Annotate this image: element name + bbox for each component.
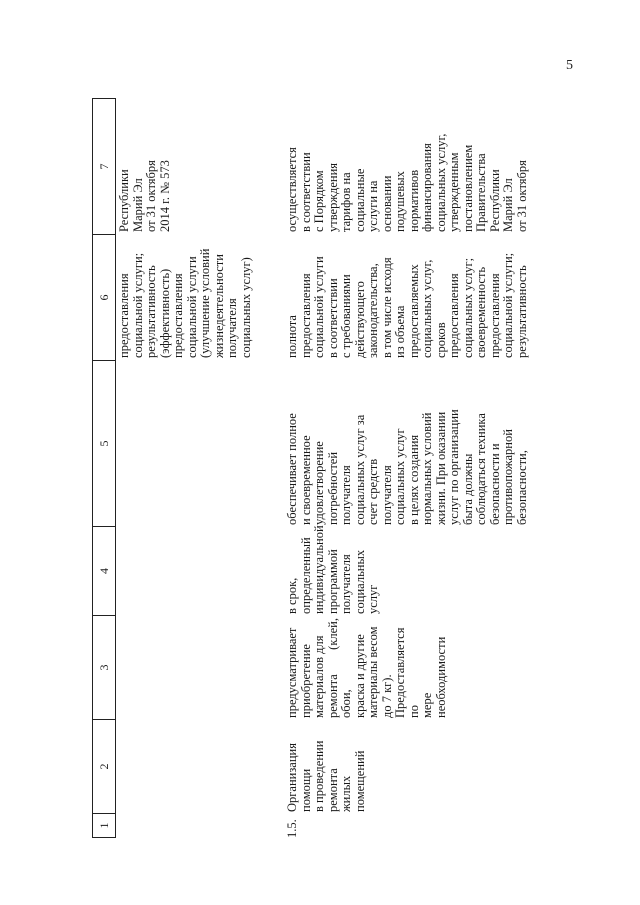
table-header-row bbox=[92, 98, 116, 838]
header-col-7: 7 bbox=[93, 98, 115, 235]
prev-row-col7: Республики Марий Эл от 31 октября 2014 г. № 573 bbox=[117, 160, 172, 232]
header-col-6: 6 bbox=[93, 235, 115, 361]
header-col-1: 1 bbox=[93, 814, 115, 838]
service-term: в срок, определенный индивидуальной программой получателя социальных услуг bbox=[285, 525, 380, 614]
service-name: Организация помощи в проведении ремонта жилых помещений bbox=[285, 740, 367, 812]
header-col-3: 3 bbox=[93, 616, 115, 720]
header-col-5: 5 bbox=[93, 361, 115, 527]
service-standard: обеспечивает полное и своевременное удовлетворение потребностей получателя социальных услуг за счет средств получателя социальных услуг в целях создания нормальных условий жизни. При оказании услуг по организации быта должны соблюдаться техника безопасности и противопожарной безопасности, bbox=[285, 409, 529, 525]
header-col-4: 4 bbox=[93, 527, 115, 616]
header-col-2: 2 bbox=[93, 720, 115, 814]
tariff-conditions: осуществляется в соответствии с Порядком утверждения тарифов на социальные услуги на основании подушевых нормативов финансирования социальных услуг, утвержденным постановлением Правительства Республики Марий Эл от 31 октября bbox=[285, 133, 529, 232]
row-number: 1.5. bbox=[285, 819, 299, 838]
prev-row-col6: предоставления социальной услуги; результативность (эффективность) предоставления социальной услуги (улучшение условий жизнедеятельности получателя социальных услуг) bbox=[117, 248, 253, 358]
rotated-table bbox=[92, 98, 554, 838]
quality-indicators: полнота предоставления социальной услуги в соответствии с требованиями действующего законодательства, в том числе исходя из объема предоставляемых социальных услуг, сроков предоставления социальных услуг; своевременность предоставления социальной услуги; результативность bbox=[285, 252, 529, 358]
page-number: 5 bbox=[566, 58, 573, 73]
service-description: предусматривает приобретение материалов для ремонта (клей, обои, краска и другие материалы весом до 7 кг). Предоставляется по мере необходимости bbox=[285, 618, 448, 718]
